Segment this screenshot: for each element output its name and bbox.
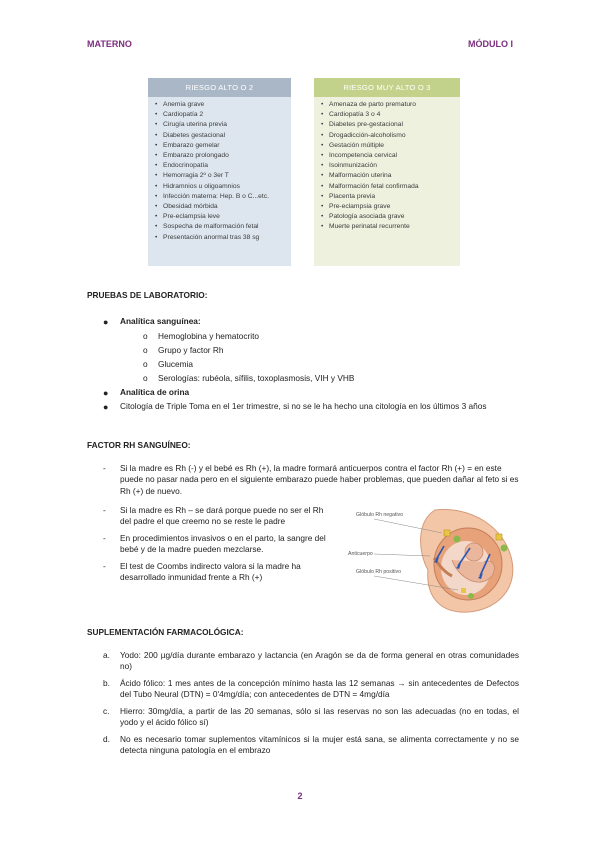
lab-blood-sub: Glucemia (158, 359, 194, 369)
header-right: MÓDULO I (468, 39, 513, 49)
header-left: MATERNO (87, 39, 132, 49)
risk-high-title: RIESGO ALTO O 2 (148, 78, 291, 97)
list-letter: b. (103, 678, 110, 688)
risk-high-list (148, 97, 291, 243)
list-item: • Sospecha de malformación fetal (155, 222, 287, 232)
rh-item-4: El test de Coombs indirecto valora si la madre ha desarrollado inmunidad frente a Rh (+) (120, 561, 301, 583)
lab-blood-sub: Grupo y factor Rh (158, 345, 224, 355)
lab-cytology-label: Citología de Triple Toma en el 1er trimestre, si no se le ha hecho una citología en los últimos 3 años (120, 401, 487, 411)
rh-item-3: En procedimientos invasivos o en el parto, la sangre del bebé y de la madre pueden mezclarse. (120, 533, 326, 555)
bullet-icon: ● (103, 388, 109, 398)
list-letter: c. (103, 706, 110, 716)
list-item: • Endocrinopatía (155, 161, 287, 171)
supp-item-text: Ácido fólico: 1 mes antes de la concepción mínimo hasta las 12 semanas → sin antecedentes de Defectos del Tubo Neural (DTN) = 0'4mg/día; con antecedentes de DTN = 4mg/día (120, 678, 519, 700)
list-item (143, 331, 259, 342)
circle-bullet-icon: o (143, 345, 148, 355)
list-item (143, 359, 193, 370)
list-item: • Embarazo prolongado (155, 151, 287, 161)
list-item: • Amenaza de parto prematuro (321, 100, 456, 110)
rh-item-2: Si la madre es Rh – se dará porque puede no ser el Rh del padre el que creemo no se reste le padre (120, 505, 324, 527)
list-item (143, 345, 223, 356)
lab-blood-sub: Serologías: rubéola, sífilis, toxoplasmosis, VIH y VHB (158, 373, 355, 383)
list-item (143, 373, 354, 384)
supp-item-text: No es necesario tomar suplementos vitamínicos si la mujer está sana, se alimenta correctamente y no se detecta ninguna patología en el embrazo (120, 734, 519, 756)
dash-bullet: - (103, 505, 106, 515)
dash-bullet: - (103, 463, 106, 473)
list-item (103, 734, 519, 757)
rh-item-1: Si la madre es Rh (-) y el bebé es Rh (+), la madre formará anticuerpos contra el factor Rh (+) = en este puede no pasar nada pero en el siguiente embarazo puede haber problemas, que pueden dañar al feto si es Rh (+) de nuevo. (120, 463, 519, 496)
list-item: • Gestación múltiple (321, 141, 456, 151)
bullet-icon: ● (103, 317, 109, 327)
risk-very-high-title: RIESGO MUY ALTO O 3 (314, 78, 460, 97)
list-item: • Cardiopatía 2 (155, 110, 287, 120)
list-item: • Malformación fetal confirmada (321, 182, 456, 192)
risk-high-box (148, 78, 291, 266)
list-letter: d. (103, 734, 110, 744)
supp-item-text: Yodo: 200 µg/día durante embarazo y lactancia (en Aragón se da de forma general en otras comunidades no) (120, 650, 519, 672)
rh-title: FACTOR RH SANGUÍNEO: (87, 440, 191, 450)
list-letter: a. (103, 650, 110, 660)
lab-title: PRUEBAS DE LABORATORIO: (87, 290, 208, 300)
dash-bullet: - (103, 561, 106, 571)
list-item: • Diabetes gestacional (155, 131, 287, 141)
list-item: • Cardiopatía 3 o 4 (321, 110, 456, 120)
lab-cytology-item (103, 401, 518, 412)
list-item (103, 561, 335, 584)
list-item: • Incompetencia cervical (321, 151, 456, 161)
list-item: • Embarazo gemelar (155, 141, 287, 151)
page-number: 2 (297, 791, 303, 801)
diagram-label-rh-positive: Glóbulo Rh positivo (356, 569, 401, 575)
lab-blood-label: Analítica sanguínea: (120, 316, 201, 326)
list-item: • Pre-eclampsia grave (321, 202, 456, 212)
list-item: • Patología asociada grave (321, 212, 456, 222)
lab-blood-item (103, 316, 518, 327)
diagram-label-antibody: Anticuerpo (348, 551, 373, 557)
lab-urine-item (103, 387, 518, 398)
circle-bullet-icon: o (143, 331, 148, 341)
list-item (103, 678, 519, 701)
circle-bullet-icon: o (143, 373, 148, 383)
risk-very-high-list (314, 97, 460, 233)
list-item: • Cirugía uterina previa (155, 120, 287, 130)
diagram-label-rh-negative: Glóbulo Rh negativo (356, 512, 404, 518)
list-item: • Infección materna: Hep. B o C...etc. (155, 192, 287, 202)
lab-blood-sub: Hemoglobina y hematocrito (158, 331, 259, 341)
list-item: • Presentación anormal tras 38 sg (155, 233, 287, 243)
list-item: • Hidramnios u oligoamnios (155, 182, 287, 192)
rh-pregnancy-diagram (340, 506, 520, 616)
bullet-icon: ● (103, 402, 109, 412)
list-item (103, 650, 519, 673)
list-item: • Pre-eclampsia leve (155, 212, 287, 222)
list-item: • Placenta previa (321, 192, 456, 202)
list-item: • Anemia grave (155, 100, 287, 110)
list-item: • Diabetes pre-gestacional (321, 120, 456, 130)
risk-very-high-box (314, 78, 460, 266)
dash-bullet: - (103, 533, 106, 543)
list-item: • Hemorragia 2º o 3er T (155, 171, 287, 181)
lab-urine-label: Analítica de orina (120, 387, 190, 397)
list-item: • Drogadicción-alcoholismo (321, 131, 456, 141)
supp-item-text: Hierro: 30mg/día, a partir de las 20 semanas, sólo si las reservas no son las adecuadas (no en todas, el yodo y el ácido fólico sí) (120, 706, 519, 728)
circle-bullet-icon: o (143, 359, 148, 369)
list-item (103, 706, 519, 729)
list-item: • Isoinmunización (321, 161, 456, 171)
list-item (103, 505, 335, 528)
list-item: • Malformación uterina (321, 171, 456, 181)
supp-title: SUPLEMENTACIÓN FARMACOLÓGICA: (87, 627, 244, 637)
list-item (103, 533, 335, 556)
list-item: • Obesidad mórbida (155, 202, 287, 212)
list-item: • Muerte perinatal recurrente (321, 222, 456, 232)
list-item (103, 463, 519, 497)
